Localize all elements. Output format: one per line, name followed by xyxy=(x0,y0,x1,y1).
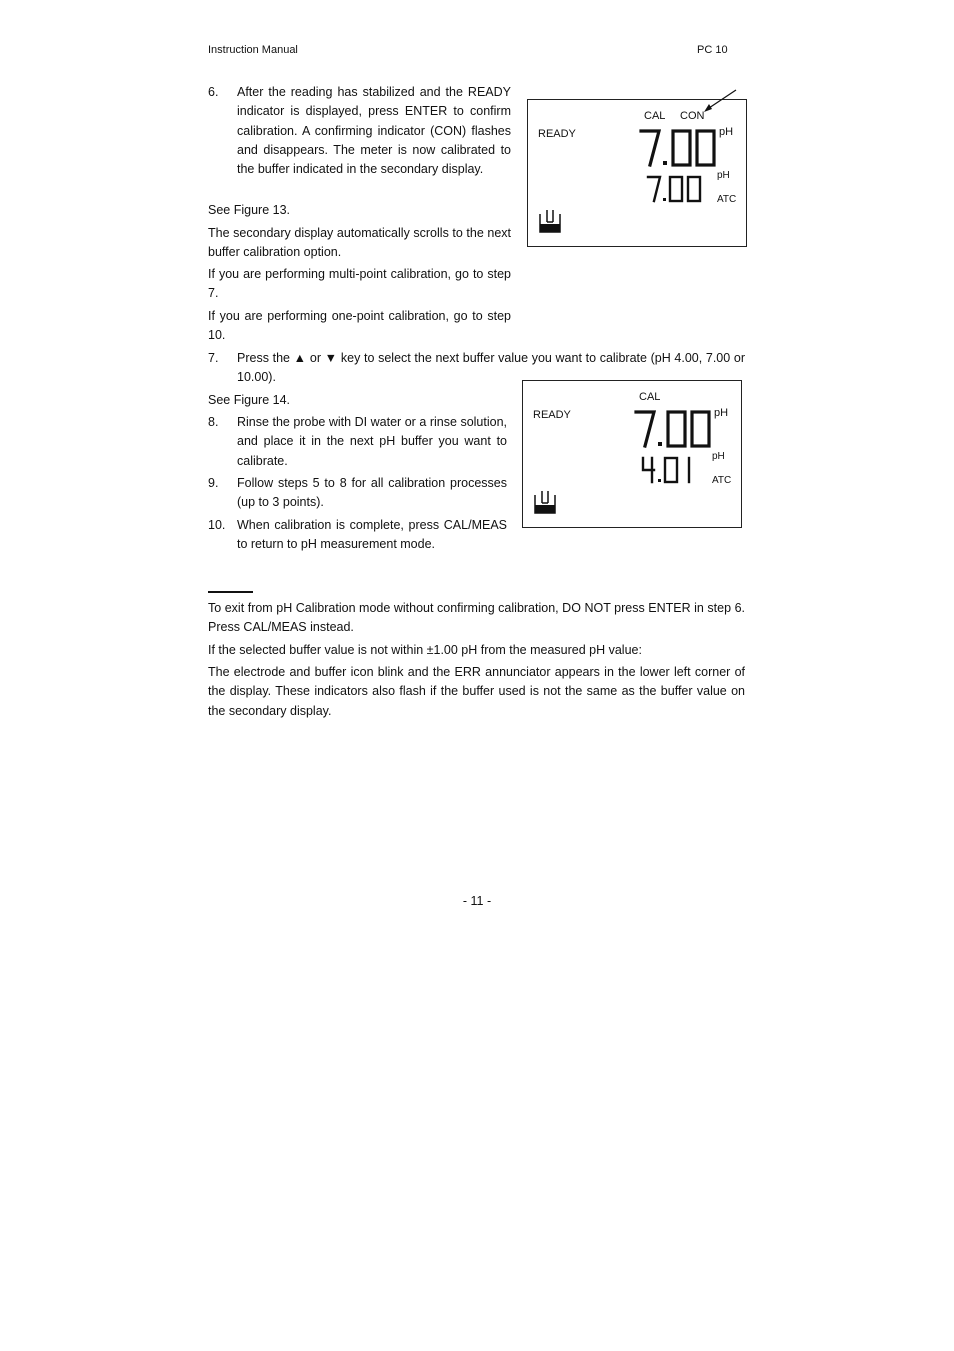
step-7-text: Press the ▲ or ▼ key to select the next buffer value you want to calibrate (pH 4.00, 7.00 or 10.00). xyxy=(237,351,745,385)
step-10-number: 10. xyxy=(208,518,226,532)
secondary-unit-ph: pH xyxy=(712,451,725,462)
cal-indicator: CAL xyxy=(639,391,661,403)
atc-indicator: ATC xyxy=(717,194,737,205)
step-7-number: 7. xyxy=(208,351,219,365)
paragraph-multi-point: If you are performing multi-point calibration, go to step 7. xyxy=(208,267,511,301)
secondary-reading-segments xyxy=(646,175,706,203)
step-8-text: Rinse the probe with DI water or a rinse solution, and place it in the next pH buffer you want to calibrate. xyxy=(237,415,507,468)
primary-reading-value: 7.00 xyxy=(638,128,640,129)
beaker-electrode-icon xyxy=(533,489,557,515)
step-8-number: 8. xyxy=(208,415,219,429)
con-pointer-arrow-icon xyxy=(700,88,740,114)
step-9-number: 9. xyxy=(208,476,219,490)
secondary-reading-segments xyxy=(641,456,701,484)
cal-indicator: CAL xyxy=(644,110,666,122)
step-10-text: When calibration is complete, press CAL/MEAS to return to pH measurement mode. xyxy=(237,518,507,552)
step-6-number: 6. xyxy=(208,85,219,99)
see-figure-13: See Figure 13. xyxy=(208,203,290,217)
ready-indicator: READY xyxy=(533,409,571,421)
secondary-unit-ph: pH xyxy=(717,170,730,181)
note-divider xyxy=(208,591,253,593)
atc-indicator: ATC xyxy=(712,475,732,486)
step-9-text: Follow steps 5 to 8 for all calibration processes (up to 3 points). xyxy=(237,476,507,510)
see-figure-14: See Figure 14. xyxy=(208,393,290,407)
header-title: Instruction Manual xyxy=(208,44,298,56)
note-exit-calibration: To exit from pH Calibration mode without confirming calibration, DO NOT press ENTER in step 6. Press CAL/MEAS instead. xyxy=(208,601,745,635)
beaker-electrode-icon xyxy=(538,208,562,234)
primary-unit-ph: pH xyxy=(719,126,734,138)
figure-13-lcd-display xyxy=(527,99,747,247)
primary-reading-segments xyxy=(638,128,718,168)
paragraph-scroll: The secondary display automatically scrolls to the next buffer calibration option. xyxy=(208,226,511,260)
ready-indicator: READY xyxy=(538,128,576,140)
primary-unit-ph: pH xyxy=(714,407,729,419)
header-model: PC 10 xyxy=(697,44,728,56)
note-error-indicators: The electrode and buffer icon blink and the ERR annunciator appears in the lower left corner of the display. These indicators also flash if the buffer used is not the same as the buffer value on the secondary display. xyxy=(208,665,745,718)
page-number: - 11 - xyxy=(462,894,492,908)
note-buffer-range: If the selected buffer value is not within ±1.00 pH from the measured pH value: xyxy=(208,643,642,657)
figure-14-lcd-display xyxy=(522,380,742,528)
primary-reading-segments xyxy=(633,409,713,449)
step-6-text: After the reading has stabilized and the READY indicator is displayed, press ENTER to confirm calibration. A confirming indicator (CON) flashes and disappears. The meter is now calibrated to the buffer indicated in the secondary display. xyxy=(237,85,511,177)
paragraph-one-point: If you are performing one-point calibration, go to step 10. xyxy=(208,309,511,343)
con-indicator: CON xyxy=(680,110,705,122)
